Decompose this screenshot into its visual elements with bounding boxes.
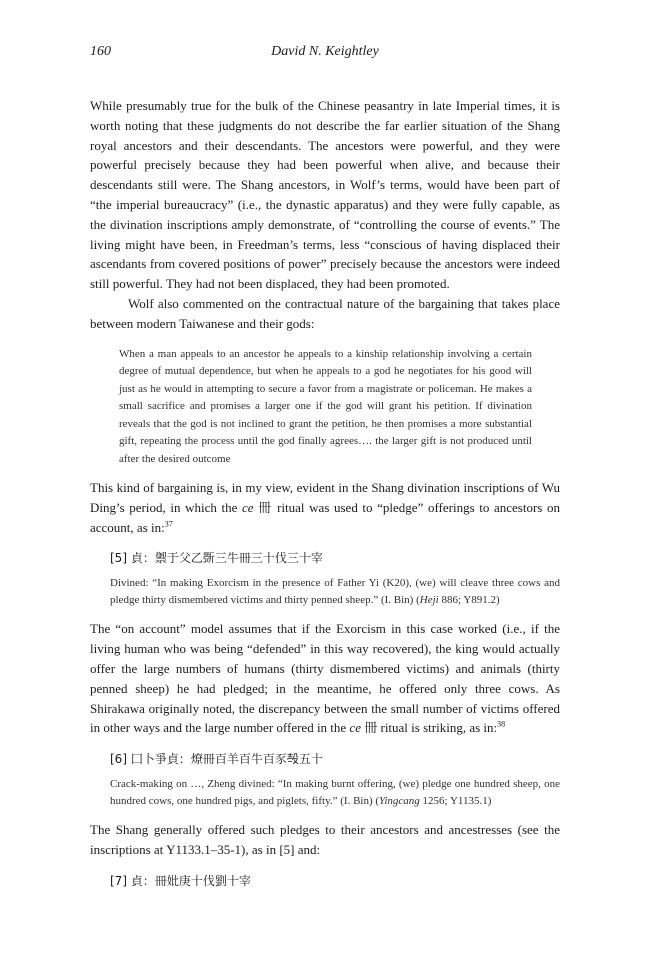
example-6-source-title: Yingcang: [379, 795, 420, 808]
paragraph-1: While presumably true for the bulk of the Chinese peasantry in late Imperial times, it is worth noting that these judgments do not describe the far earlier situation of the Shang royal ancestors and their descendants. The ancestors were powerful, and they were powerful precisely because they had been powerful when alive, and because their descendants still were. The Shang ancestors, in Wolf’s terms, would have been part of “the imperial bureaucracy” (i.e., the dynastic apparatus) and they were fully capable, as the divination inscriptions amply demonstrate, of “controlling the course of events.” The living might have been, in Freedman’s terms, less “conscious of having displaced their ascendants from covered positions of power” precisely because the ancestors were indeed still powerful. They had not been displaced, they had been promoted.: [90, 98, 560, 292]
example-6-translation-text: Crack-making on …, Zheng divined: “In making burnt offering, (we) pledge one hundred sheep, one hundred cows, one hundred pigs, and piglets, fifty.” (I. Bin) (: [110, 778, 560, 808]
footnote-ref-37[interactable]: 37: [164, 519, 173, 529]
paragraph-2: Wolf also commented on the contractual nature of the bargaining that takes place between modern Taiwanese and their gods:: [90, 295, 560, 331]
example-5-inscription: [5] 貞：禦于父乙斲三牛冊三十伐三十宰: [110, 551, 323, 566]
example-5-translation-text: Divined: “In making Exorcism in the presence of Father Yi (K20), (we) will cleave three cows and pledge thirty dismembered victims and thirty penned sheep.” (I. Bin) (: [110, 577, 560, 607]
example-6-inscription: [6] 囗卜爭貞：燎冊百羊百牛百豕𣪊五十: [110, 752, 323, 767]
footnote-ref-38[interactable]: 38: [497, 720, 506, 730]
paragraph-3-italic-term: ce: [241, 499, 254, 515]
paragraph-3: [90, 478, 560, 537]
page-body: [90, 44, 560, 890]
page-number: 160: [90, 44, 111, 59]
example-5-source-rest: 886; Y891.2): [438, 594, 500, 607]
paragraph-4: [90, 619, 560, 738]
paragraph-4-text-b: 冊 ritual is striking, as in:: [360, 720, 498, 736]
running-header: [90, 44, 560, 66]
example-5-source-title: Heji: [419, 594, 439, 607]
example-7-inscription: [7] 貞：冊妣庚十伐劉十宰: [110, 873, 251, 888]
block-quote: When a man appeals to an ancestor he appeals to a kinship relationship involving a certain degree of mutual dependence, but when he appeals to a god he negotiates for his good will just as he would in attempting to secure a favor from a magistrate or policeman. He makes a small sacrifice and promises a larger one if the god will grant his petition. If divination reveals that the god is not inclined to grant the petition, he then promises a more substantial gift, repeating the process until the god finally agrees…. the larger gift is not produced until after the desired outcome: [119, 347, 532, 465]
running-head-author: David N. Keightley: [271, 44, 379, 59]
paragraph-5: The Shang generally offered such pledges to their ancestors and ancestresses (see the inscriptions at Y1133.1–35-1), as in [5] and:: [90, 822, 560, 858]
paragraph-4-text-a: The “on account” model assumes that if the Exorcism in this case worked (i.e., if the living human who was being “defended” in this way recovered), the king would actually offer the large numbers of humans (thirty dismembered victims) and animals (thirty penned sheep) he had pledged; in the meantime, he offered only three cows. As Shirakawa originally noted, the discrepancy between the small number of victims offered in other ways and the large number offered in the: [90, 621, 560, 736]
paragraph-4-italic-term: ce: [349, 720, 361, 736]
paragraph-3-text-b: 冊 ritual was used to “pledge” offerings to ancestors on account, as in:: [90, 499, 560, 535]
paragraph-3-text-a: This kind of bargaining is, in my view, evident in the Shang divination inscriptions of Wu Ding’s period, in which the: [90, 480, 560, 515]
example-6-source-rest: 1256; Y1135.1): [419, 795, 492, 808]
example-6-translation: [110, 776, 560, 810]
example-5-translation: [110, 575, 560, 609]
